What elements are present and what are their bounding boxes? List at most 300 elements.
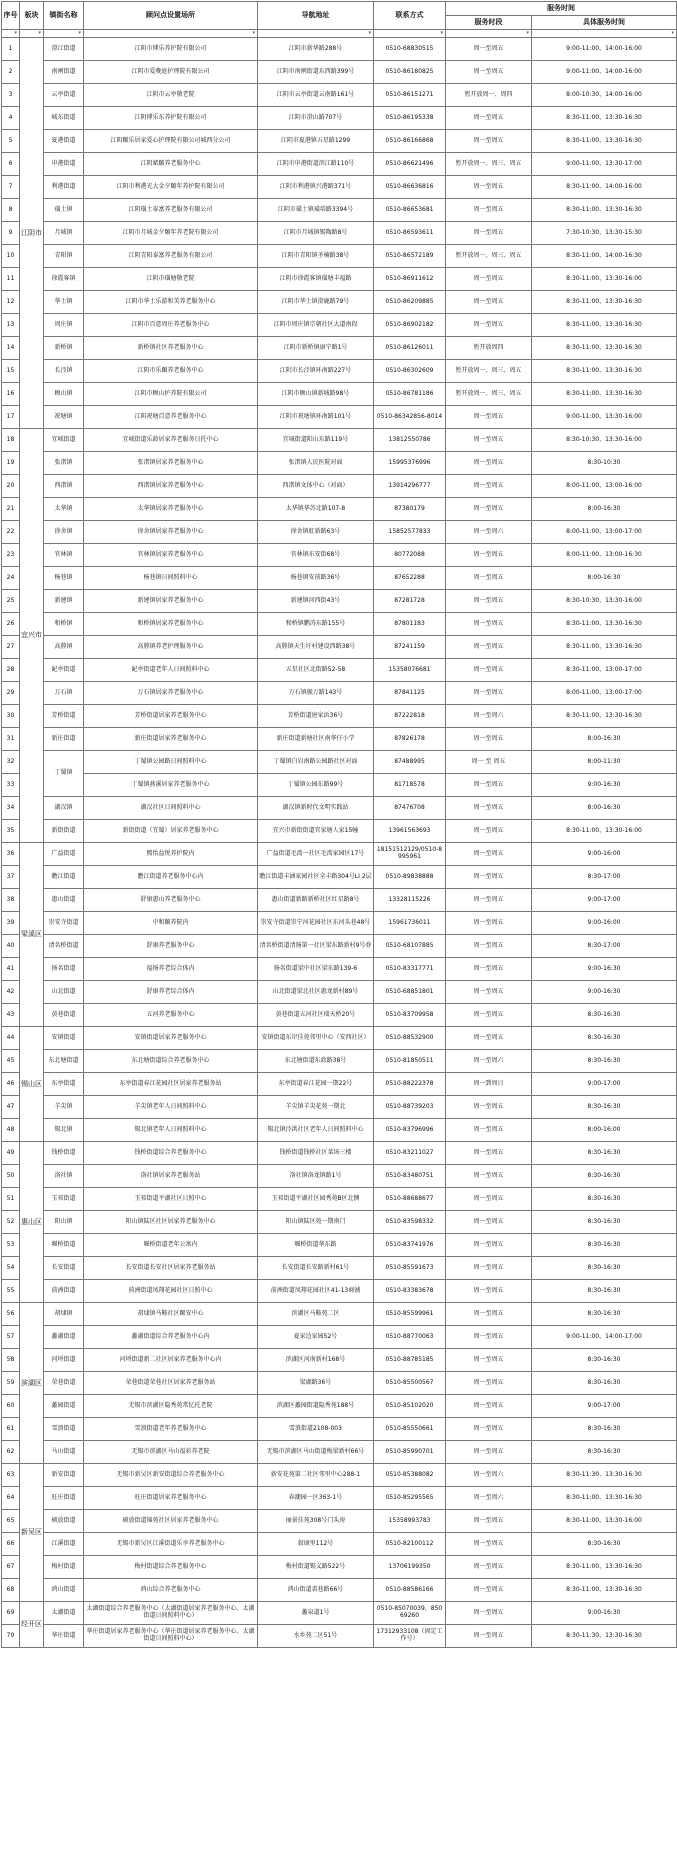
contact-cell: 0510-83317771 [374,958,446,981]
town-cell: 鸿山街道 [44,1579,84,1602]
service-hours-cell: 8:30-16:30 [532,1234,677,1257]
table-row [2,1395,677,1418]
row-index-cell: 18 [2,429,20,452]
service-hours-cell: 8:30-11:00、13:00-17:00 [532,659,677,682]
table-row [2,1372,677,1395]
row-index-cell: 34 [2,797,20,820]
table-row [2,958,677,981]
town-cell: 长泾镇 [44,360,84,383]
address-cell: 前洲街道凤翔花园社区41-13商铺 [258,1280,374,1303]
site-cell: 无锡市滨湖区隐秀苑常忆托老院 [84,1395,258,1418]
service-hours-cell: 8:30-11:00、13:30-16:30 [532,636,677,659]
site-cell: 洛社镇居家养老服务站 [84,1165,258,1188]
address-cell: 宜城街道阳山东路119号 [258,429,374,452]
contact-cell: 0510-88688677 [374,1188,446,1211]
town-cell: 雪浪街道 [44,1418,84,1441]
site-cell: 安镇街道居家养老服务中心 [84,1027,258,1050]
service-slot-cell: 周一至周五 [446,820,532,843]
row-index-cell: 15 [2,360,20,383]
site-cell: 羊尖镇老年人日间照料中心 [84,1096,258,1119]
site-cell: 和桥镇居家养老服务中心 [84,613,258,636]
address-cell: 徐舍镇虹新路63号 [258,521,374,544]
service-slot-cell: 周一至周五 [446,1556,532,1579]
town-cell: 利港街道 [44,176,84,199]
row-index-cell: 28 [2,659,20,682]
site-cell: 江阴市爱晚庭护理院有限公司 [84,61,258,84]
row-index-cell: 25 [2,590,20,613]
town-cell: 张渚镇 [44,452,84,475]
address-cell: 丽景佳苑308号门头房 [258,1510,374,1533]
table-row [2,1303,677,1326]
row-index-cell: 5 [2,130,20,153]
table-row [2,1027,677,1050]
header-contact: 联系方式 [374,2,446,30]
service-slot-cell: 周一至周五 [446,268,532,291]
service-slot-cell: 周一至周五 [446,1441,532,1464]
town-cell: 青阳镇 [44,245,84,268]
table-row [2,1280,677,1303]
table-row [2,337,677,360]
table-row [2,1165,677,1188]
table-row [2,1579,677,1602]
site-cell: 太华镇居家养老服务中心 [84,498,258,521]
table-row [2,153,677,176]
contact-cell: 0510-83480751 [374,1165,446,1188]
site-cell: 江阴市利港光大金夕颐年养护院有限公司 [84,176,258,199]
site-cell: 瞻江街道养老服务中心内 [84,866,258,889]
row-index-cell: 44 [2,1027,20,1050]
town-cell: 梅村街道 [44,1556,84,1579]
site-cell: 江阴颐乐居家爱心护理院有限公司城西分公司 [84,130,258,153]
contact-cell: 0510-85990701 [374,1441,446,1464]
address-cell: 江阴市新桥镇康宁路1号 [258,337,374,360]
town-cell: 西渚镇 [44,475,84,498]
service-slot-cell: 周一至周五 [446,1395,532,1418]
service-hours-cell: 8:30-16:30 [532,1441,677,1464]
town-cell: 江溪街道 [44,1533,84,1556]
contact-cell: 0510-81850511 [374,1050,446,1073]
row-index-cell: 3 [2,84,20,107]
service-hours-cell: 8:30-16:30 [532,1372,677,1395]
row-index-cell: 32 [2,751,20,774]
town-cell: 锡北镇 [44,1119,84,1142]
site-cell: 舒康惠山养老服务中心 [84,889,258,912]
service-slot-cell: 周一至周六 [446,1487,532,1510]
address-cell: 滨湖区蠡园街道隐秀苑188号 [258,1395,374,1418]
site-cell: 蠡湖街道综合养老服务中心内 [84,1326,258,1349]
address-cell: 江阴市华士镇澄鹿路79号 [258,291,374,314]
table-row [2,705,677,728]
row-index-cell: 58 [2,1349,20,1372]
address-cell: 阳山镇陆区苑一期南门 [258,1211,374,1234]
service-slot-cell: 暂开放周一、周三、周五 [446,153,532,176]
table-row [2,981,677,1004]
service-slot-cell: 周一至周五 [446,1119,532,1142]
filter-dropdown-contact[interactable]: ▾ [374,30,446,38]
table-row [2,475,677,498]
site-cell: 江阴祝塘百意养老服务中心 [84,406,258,429]
table-row [2,1004,677,1027]
site-cell: 无锡市新吴区江溪街道乐享养老服务中心 [84,1533,258,1556]
row-index-cell: 31 [2,728,20,751]
service-slot-cell: 暂开放周一、周三、周五 [446,245,532,268]
contact-cell: 17312933108（固定工作号） [374,1625,446,1648]
region-cell: 滨湖区 [20,1303,44,1464]
service-hours-cell: 9:00-11:00、14:00-16:00 [532,61,677,84]
row-index-cell: 16 [2,383,20,406]
service-slot-cell: 周一至周五 [446,981,532,1004]
table-row [2,797,677,820]
service-hours-cell: 9:00-16:30 [532,1602,677,1625]
town-cell: 清名桥街道 [44,935,84,958]
service-slot-cell: 周一至周五 [446,291,532,314]
table-row [2,843,677,866]
filter-dropdown-address[interactable]: ▾ [258,30,374,38]
row-index-cell: 57 [2,1326,20,1349]
row-index-cell: 64 [2,1487,20,1510]
site-cell: 锡北镇老年人日间照料中心 [84,1119,258,1142]
service-slot-cell: 周一至周五 [446,314,532,337]
address-cell: 江阴市南闸街道东西路399号 [258,61,374,84]
filter-dropdown-hours[interactable]: ▾ [532,30,677,38]
address-cell: 宜兴市新街街道官家塘人家15幢 [258,820,374,843]
town-cell: 羊尖镇 [44,1096,84,1119]
service-slot-cell: 周一至周五 [446,958,532,981]
filter-dropdown-slot[interactable]: ▾ [446,30,532,38]
contact-cell: 0510-83211027 [374,1142,446,1165]
address-cell: 杨巷镇安前路36号 [258,567,374,590]
contact-cell: 87476708 [374,797,446,820]
region-cell: 经开区 [20,1602,44,1648]
service-slot-cell: 周一至周五 [446,1326,532,1349]
service-slot-cell: 周一至周六 [446,521,532,544]
site-cell: 江阴市月城金夕颐年养老院有限公司 [84,222,258,245]
town-cell: 堰桥街道 [44,1234,84,1257]
table-row [2,682,677,705]
town-cell: 瞻江街道 [44,866,84,889]
site-cell: 江阴市华士乐游和美养老服务中心 [84,291,258,314]
service-slot-cell: 暂开放周一、周三、周五 [446,383,532,406]
service-slot-cell: 周一至周五 [446,1510,532,1533]
row-index-cell: 4 [2,107,20,130]
site-cell: 阳山镇陆区社区居家养老服务中心 [84,1211,258,1234]
site-cell: 熙怡益悦养护院内 [84,843,258,866]
service-hours-cell: 8:30-11:00、13:30-16:30 [532,130,677,153]
address-cell: 安镇街道东岸佳苑邻里中心（安西社区） [258,1027,374,1050]
service-points-table [1,1,677,1648]
service-hours-cell: 8:30-11:00、14:00-16:30 [532,245,677,268]
row-index-cell: 60 [2,1395,20,1418]
filter-dropdown-region[interactable]: ▾ [20,30,44,38]
site-cell: 福扬养老综合体内 [84,958,258,981]
table-row [2,1119,677,1142]
site-cell: 新建镇居家养老服务中心 [84,590,258,613]
row-index-cell: 56 [2,1303,20,1326]
row-index-cell: 66 [2,1533,20,1556]
service-slot-cell: 周一至周五 [446,843,532,866]
address-cell: 瞻江街道丰涵家园社区全丰路304号LI 2层 [258,866,374,889]
row-index-cell: 49 [2,1142,20,1165]
row-index-cell: 35 [2,820,20,843]
header-hours: 具体服务时间 [532,16,677,30]
service-hours-cell: 9:00-16:30 [532,958,677,981]
site-cell: 江阴市百意周庄养老服务中心 [84,314,258,337]
address-cell: 西渚镇文体中心（对面） [258,475,374,498]
address-cell: 江阴市长泾镇环南路227号 [258,360,374,383]
contact-cell: 0510-68830515 [374,38,446,61]
town-cell: 新庄街道 [44,728,84,751]
service-hours-cell: 8:00-11:00、13:00-16:00 [532,475,677,498]
address-cell: 无锡市滨湖区马山街道梅梁新村66号 [258,1441,374,1464]
service-slot-cell: 周一至周五 [446,452,532,475]
service-hours-cell: 8:30-11:00、13:30-16:30 [532,613,677,636]
town-cell: 申港街道 [44,153,84,176]
town-cell: 澄江街道 [44,38,84,61]
contact-cell: 13706199350 [374,1556,446,1579]
service-hours-cell: 8:00-16:30 [532,498,677,521]
service-hours-cell: 8:30-16:30 [532,1418,677,1441]
address-cell: 钱桥街道钱桥社区菜场三楼 [258,1142,374,1165]
row-index-cell: 53 [2,1234,20,1257]
row-index-cell: 14 [2,337,20,360]
service-hours-cell: 8:30-16:30 [532,1349,677,1372]
contact-cell: 0510-83709958 [374,1004,446,1027]
site-cell: 江阴璜土泰富养老服务有限公司 [84,199,258,222]
table-row [2,866,677,889]
service-hours-cell: 8:30-11:00、13:30-16:00 [532,820,677,843]
contact-cell: 0510-88532900 [374,1027,446,1050]
table-row [2,1625,677,1648]
service-hours-cell: 8:30-11:00、13:30-16:30 [532,314,677,337]
town-cell: 太湖街道 [44,1602,84,1625]
row-index-cell: 19 [2,452,20,475]
address-cell: 广益街道毛湾一社区毛湾家园区17号 [258,843,374,866]
service-slot-cell: 周一至周五 [446,199,532,222]
site-cell: 高塍镇养老护理服务中心 [84,636,258,659]
row-index-cell: 52 [2,1211,20,1234]
site-cell: 丁蜀镇公园路日间照料中心 [84,751,258,774]
service-hours-cell: 9:00-16:00 [532,843,677,866]
service-hours-cell: 8:30-16:30 [532,1096,677,1119]
table-row [2,1188,677,1211]
town-cell: 新街街道 [44,820,84,843]
table-row [2,38,677,61]
town-cell: 夏港街道 [44,130,84,153]
site-cell: 钱桥街道综合养老服务中心 [84,1142,258,1165]
service-hours-cell: 8:00-16:30 [532,567,677,590]
site-cell: 荣巷街道荣巷社区居家养老服务站 [84,1372,258,1395]
table-row [2,1418,677,1441]
service-slot-cell: 周一至周五 [446,1625,532,1648]
row-index-cell: 42 [2,981,20,1004]
service-hours-cell: 8:30-17:00 [532,866,677,889]
address-cell: 清名桥街道清扬第一社区梁东路新村9号券 [258,935,374,958]
service-hours-cell: 8:30-10:30、13:30-16:00 [532,429,677,452]
service-slot-cell: 周一至周五 [446,38,532,61]
service-hours-cell: 8:30-16:30 [532,1188,677,1211]
site-cell: 鸿山综合养老服务中心 [84,1579,258,1602]
address-cell: 惠山街道新路新桥社区红星路8号 [258,889,374,912]
site-cell: 舒康养老服务中心 [84,935,258,958]
town-cell: 顾山镇 [44,383,84,406]
address-cell: 五星社区北街路52-58 [258,659,374,682]
site-cell: 徐舍镇居家养老服务中心 [84,521,258,544]
contact-cell: 0510-86621496 [374,153,446,176]
service-hours-cell: 8:30-11:30、13:30-16:30 [532,1464,677,1487]
address-cell: 官林镇东安街68号 [258,544,374,567]
service-hours-cell: 8:30-16:30 [532,1211,677,1234]
filter-dropdown-index[interactable]: ▾ [2,30,20,38]
service-slot-cell: 周一至周五 [446,1533,532,1556]
address-cell: 江阴市周庄镇宗朝社区大道南段 [258,314,374,337]
address-cell: 长安街道长安路新村61号 [258,1257,374,1280]
region-cell: 梁溪区 [20,843,44,1027]
address-cell: 新安花苑第二社区邻里中心288-1 [258,1464,374,1487]
site-cell: 前洲街道凤翔花园社区日照中心 [84,1280,258,1303]
address-cell: 和桥镇鹏涛东路155号 [258,613,374,636]
service-hours-cell: 9:00-16:30 [532,774,677,797]
row-index-cell: 54 [2,1257,20,1280]
service-slot-cell: 周一至周五 [446,406,532,429]
contact-cell: 0510-86195338 [374,107,446,130]
header-region: 板块 [20,2,44,30]
service-slot-cell: 周一至周五 [446,1234,532,1257]
service-hours-cell: 8:00-11:00、13:00-17:00 [532,521,677,544]
site-cell: 硕放街道锦苑社区居家养老服务中心 [84,1510,258,1533]
contact-cell: 0510-85102020 [374,1395,446,1418]
service-slot-cell: 周一至周五 [446,544,532,567]
contact-cell: 0510-68851801 [374,981,446,1004]
address-cell: 春潮园一区363-1号 [258,1487,374,1510]
service-hours-cell: 8:30-11:00、13:30-16:30 [532,199,677,222]
service-hours-cell: 8:30-11:00、14:00-16:00 [532,176,677,199]
service-hours-cell: 9:00-16:00 [532,912,677,935]
filter-dropdown-town[interactable]: ▾ [44,30,84,38]
site-cell: 官林镇居家养老服务中心 [84,544,258,567]
contact-cell: 15358076681 [374,659,446,682]
contact-cell: 0510-86636816 [374,176,446,199]
town-cell: 洛社镇 [44,1165,84,1188]
row-index-cell: 26 [2,613,20,636]
service-hours-cell: 8:30-16:30 [532,1165,677,1188]
header-town: 镇街名称 [44,2,84,30]
region-cell: 锡山区 [20,1027,44,1142]
row-index-cell: 45 [2,1050,20,1073]
contact-cell: 0510-68107885 [374,935,446,958]
service-hours-cell: 9:00-11:00、14:00-17:00 [532,1326,677,1349]
service-slot-cell: 周一至周五 [446,1418,532,1441]
site-cell: 无锡市新吴区新安街道综合养老服务中心 [84,1464,258,1487]
address-cell: 湖㳇镇新时代文明实践站 [258,797,374,820]
table-row [2,222,677,245]
filter-row [2,30,677,38]
address-cell: 江阴市利港镇兴港路371号 [258,176,374,199]
service-slot-cell: 周一至周五 [446,590,532,613]
town-cell: 屺亭街道 [44,659,84,682]
address-cell: 洛社镇洛龙镇路1号 [258,1165,374,1188]
contact-cell: 0510-85500567 [374,1372,446,1395]
address-cell: 羊尖镇羊尖花苑一期北 [258,1096,374,1119]
town-cell: 山北街道 [44,981,84,1004]
town-cell: 东亭街道 [44,1073,84,1096]
contact-cell: 13812550786 [374,429,446,452]
address-cell: 芳桥街道唐家浜36号 [258,705,374,728]
town-cell: 玉祁街道 [44,1188,84,1211]
address-cell: 夏家边家园52号 [258,1326,374,1349]
contact-cell: 13961563693 [374,820,446,843]
contact-cell: 0510-88785185 [374,1349,446,1372]
service-slot-cell: 周一至周五 [446,613,532,636]
town-cell: 宜城街道 [44,429,84,452]
row-index-cell: 24 [2,567,20,590]
contact-cell: 0510-86781186 [374,383,446,406]
address-cell: 东亭街道春江花园一期22号 [258,1073,374,1096]
site-cell: 五河养老服务中心 [84,1004,258,1027]
header-address: 导航地址 [258,2,374,30]
service-slot-cell: 周一至周五 [446,130,532,153]
row-index-cell: 70 [2,1625,20,1648]
service-slot-cell: 周一至周五 [446,475,532,498]
service-slot-cell: 周一至周五 [446,1211,532,1234]
table-row [2,1257,677,1280]
service-hours-cell: 9:00-11:00、13:30-17:00 [532,153,677,176]
address-cell: 雪浪街道2108-003 [258,1418,374,1441]
table-row [2,406,677,429]
table-row [2,1211,677,1234]
address-cell: 江阴市青阳镇圣楠路38号 [258,245,374,268]
service-slot-cell: 周一至周五 [446,659,532,682]
table-row [2,383,677,406]
service-slot-cell: 周一至周五 [446,1096,532,1119]
contact-cell: 0510-88222378 [374,1073,446,1096]
table-row [2,1510,677,1533]
site-cell: 玉祁街道平湖社区日照中心 [84,1188,258,1211]
contact-cell: 0510-88739203 [374,1096,446,1119]
contact-cell: 15852577833 [374,521,446,544]
row-index-cell: 12 [2,291,20,314]
contact-cell: 0510-86572189 [374,245,446,268]
site-cell: 新街街道（宜蜀）居家养老服务中心 [84,820,258,843]
service-hours-cell: 8:30-16:30 [532,1142,677,1165]
row-index-cell: 2 [2,61,20,84]
contact-cell: 15995376996 [374,452,446,475]
service-slot-cell: 周一至周五 [446,1372,532,1395]
town-cell: 璜土镇 [44,199,84,222]
service-slot-cell: 周一至周五 [446,1027,532,1050]
town-cell: 硕放街道 [44,1510,84,1533]
contact-cell: 0510-86302609 [374,360,446,383]
service-slot-cell: 周一至周五 [446,1303,532,1326]
address-cell: 新庄街道新塘社区南华仔小学 [258,728,374,751]
row-index-cell: 61 [2,1418,20,1441]
table-row [2,314,677,337]
table-row [2,1234,677,1257]
site-cell: 丁蜀镇燕溪居家养老服务中心 [84,774,258,797]
service-slot-cell: 周一至周五 [446,429,532,452]
table-row [2,613,677,636]
table-row [2,820,677,843]
town-cell: 广益街道 [44,843,84,866]
town-cell: 官林镇 [44,544,84,567]
row-index-cell: 10 [2,245,20,268]
contact-cell: 18151512129/0510-8995961 [374,843,446,866]
address-cell: 江阴市祝塘镇环南路101号 [258,406,374,429]
service-hours-cell: 8:30-11:00、13:30-16:30 [532,1579,677,1602]
filter-dropdown-site[interactable]: ▾ [84,30,258,38]
region-cell: 新吴区 [20,1464,44,1602]
town-cell: 河埒街道 [44,1349,84,1372]
service-hours-cell: 8:30-11:00、13:30-16:30 [532,383,677,406]
